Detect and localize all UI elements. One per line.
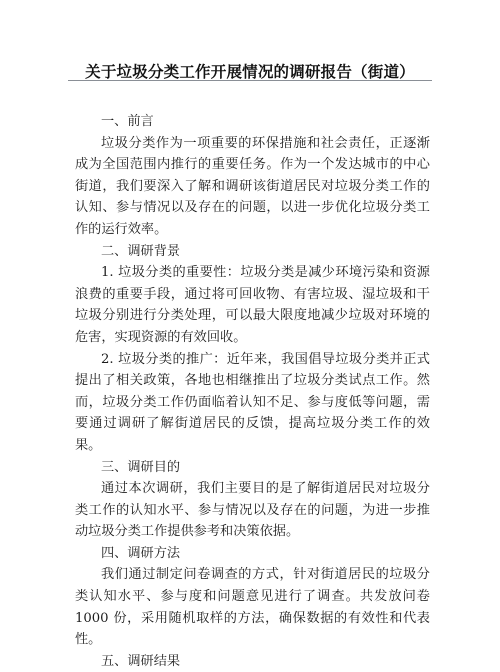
section-heading-results: 五、调研结果	[101, 653, 181, 669]
section-heading-preface: 一、前言	[101, 114, 154, 129]
background-item-promotion: 2. 垃圾分类的推广：近年来，我国倡导垃圾分类并正式提出了相关政策，各地也相继推出了垃圾分类试点工作。然而，垃圾分类工作仍面临着认知不足、参与度低等问题，需要通过调研了解街道居民的反馈，提高垃圾分类工作的效果。	[75, 351, 430, 453]
title-divider	[68, 80, 432, 81]
document-title: 关于垃圾分类工作开展情况的调研报告（街道）	[85, 62, 415, 81]
preface-paragraph: 垃圾分类作为一项重要的环保措施和社会责任，正逐渐成为全国范围内推行的重要任务。作为一个发达城市的中心街道，我们要深入了解和调研该街道居民对垃圾分类工作的认知、参与情况以及存在的问题，以进一步优化垃圾分类工作的运行效率。	[75, 135, 430, 237]
background-item-importance: 1. 垃圾分类的重要性：垃圾分类是减少环境污染和资源浪费的重要手段，通过将可回收物、有害垃圾、湿垃圾和干垃圾分别进行分类处理，可以最大限度地减少垃圾对环境的危害，实现资源的有效回收。	[75, 265, 430, 345]
section-heading-method: 四、调研方法	[101, 545, 181, 561]
purpose-paragraph: 通过本次调研，我们主要目的是了解街道居民对垃圾分类工作的认知水平、参与情况以及存在的问题，为进一步推动垃圾分类工作提供参考和决策依据。	[75, 481, 430, 540]
section-heading-background: 二、调研背景	[101, 243, 181, 259]
section-heading-purpose: 三、调研目的	[101, 459, 181, 475]
document-body	[75, 111, 430, 672]
method-paragraph: 我们通过制定问卷调查的方式，针对街道居民的垃圾分类认知水平、参与度和问题意见进行了调查。共发放问卷 1000 份，采用随机取样的方法，确保数据的有效性和代表性。	[75, 567, 430, 648]
